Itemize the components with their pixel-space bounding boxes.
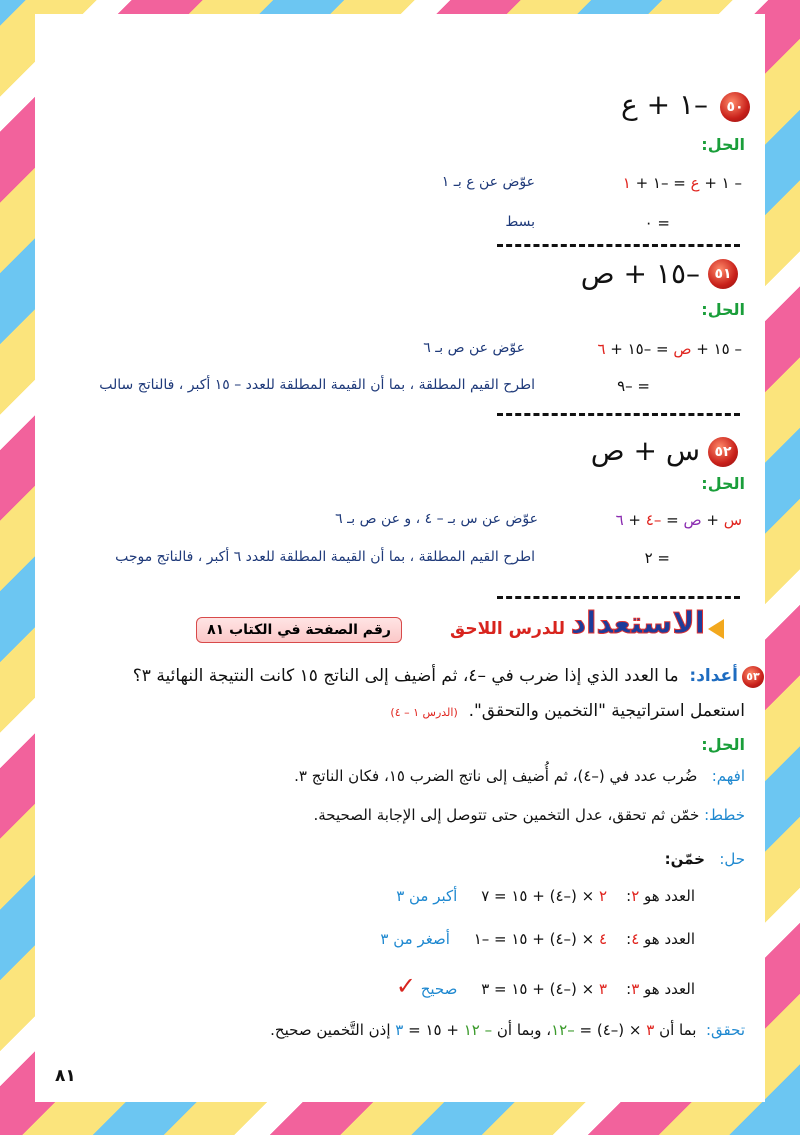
expr-part: – ١٥ + [691,340,742,358]
divider [497,244,740,247]
equation-line [597,340,742,358]
problem-number-badge: ٥٠ [720,92,750,122]
guess-result: صحيح [420,980,458,998]
lesson-reference: (الدرس ١ – ٤) [390,706,458,719]
problem-number-badge: ٥٣ [742,666,764,688]
check-label: تحقق: [705,1021,745,1039]
step-note: بسط [505,214,535,230]
step-note: عوّض عن ص بـ ٦ [423,340,525,356]
equation-result: = ٢ [644,549,670,567]
guess-number: ٣ [631,980,640,998]
solution-label: الحل: [701,735,745,754]
equation-line [616,511,742,529]
operator: + [701,511,724,529]
guess-calc: × (–٤) + ١٥ = ٧ [481,887,599,905]
solution-label: الحل: [701,300,745,319]
value-y: ٦ [615,511,624,529]
solution-label: الحل: [701,135,745,154]
check-line [270,1021,745,1039]
variable: ص [673,340,692,358]
guess-number: ٤ [631,930,640,948]
guess-number: ٤ [599,930,608,948]
operator: + [623,511,646,529]
problem-number-badge: ٥١ [708,259,738,289]
guess-row [380,930,695,948]
equation-result: = ٠ [644,214,670,232]
plan-line [314,806,746,824]
expr-part: = –١ + [630,174,691,192]
plan-text: خمّن ثم تحقق، عدل التخمين حتى تتوصل إلى الإجابة الصحيحة. [313,806,700,824]
solve-line [665,850,745,868]
understand-text: ضُرب عدد في (–٤)، ثم أُضيف إلى ناتج الضرب ١٥، فكان الناتج ٣. [294,767,698,785]
check-text: ، وبما أن [492,1021,552,1039]
check-product: –١٢ [551,1021,575,1039]
banner-title: الاستعداد [570,606,705,641]
variable-x: س [723,511,742,529]
page-reference-box: رقم الصفحة في الكتاب ٨١ [196,617,402,643]
expr-part: – ١ + [699,174,742,192]
question-text: استعمل استراتيجية "التخمين والتحقق". [468,701,745,721]
guess-prefix: العدد هو [639,887,695,905]
value: ١ [622,174,631,192]
variable-y: ص [683,511,702,529]
step-note: عوّض عن س بـ – ٤ ، و عن ص بـ ٦ [335,511,538,527]
problem-expression: س + ص [590,434,700,467]
question-line-2 [390,701,745,721]
check-text: إذن التَّخمين صحيح. [270,1021,396,1039]
page-number: ٨١ [55,1066,76,1086]
question-label: أعداد: [689,666,738,686]
solve-label: حل: [719,850,745,868]
check-result: ٣ [395,1021,404,1039]
value: ٦ [597,340,606,358]
check-number: ٣ [646,1021,655,1039]
guess-number: ٣ [599,980,608,998]
guess-prefix: العدد هو [639,980,695,998]
step-note: اطرح القيم المطلقة ، بما أن القيمة المطلقة للعدد – ١٥ أكبر ، فالناتج سالب [99,377,535,393]
guess-number: ٢ [631,887,640,905]
guess-calc: × (–٤) + ١٥ = ٣ [481,980,599,998]
triangle-icon [708,619,724,639]
guess-prefix: العدد هو [639,930,695,948]
question-text: ما العدد الذي إذا ضرب في –٤، ثم أضيف إلى الناتج ١٥ كانت النتيجة النهائية ٣؟ [132,666,679,686]
understand-line [294,767,745,785]
understand-label: افهم: [711,767,745,785]
check-product: – ١٢ [463,1021,493,1039]
step-note: عوّض عن ع بـ ١ [441,174,535,190]
solution-label: الحل: [701,474,745,493]
divider [497,596,740,599]
guess-label: خمّن: [664,850,705,868]
operator: = [661,511,684,529]
guess-result: أصغر من ٣ [380,930,450,948]
equation-result: = –٩ [617,377,650,395]
guess-calc: × (–٤) + ١٥ = –١ [473,930,599,948]
guess-row [396,887,695,905]
colon: : [626,980,632,998]
step-note: اطرح القيم المطلقة ، بما أن القيمة المطلقة للعدد ٦ أكبر ، فالناتج موجب [115,549,535,565]
checkmark-icon: ✓ [395,972,416,1000]
guess-result: أكبر من ٣ [396,887,458,905]
guess-number: ٢ [599,887,608,905]
variable: ع [690,174,700,192]
equation-line [623,174,742,192]
check-text: + ١٥ = [403,1021,464,1039]
problem-expression: –١ + ع [620,88,708,121]
expr-part: = –١٥ + [605,340,674,358]
check-text: × (–٤) = [574,1021,647,1039]
colon: : [626,887,632,905]
banner-subtitle: للدرس اللاحق [450,619,565,639]
divider [497,413,740,416]
value-x: –٤ [645,511,662,529]
check-text: بما أن [654,1021,697,1039]
question-line [133,666,738,686]
problem-expression: –١٥ + ص [580,257,700,290]
guess-row [396,972,695,1000]
colon: : [626,930,632,948]
problem-number-badge: ٥٢ [708,437,738,467]
plan-label: خطط: [704,806,745,824]
